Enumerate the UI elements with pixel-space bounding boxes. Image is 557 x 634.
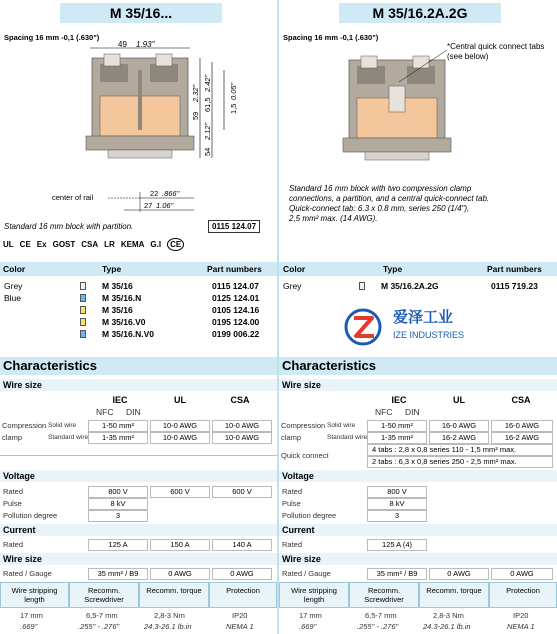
c-rated-ul: 150 A (150, 539, 210, 551)
row-type: M 35/16.N (102, 293, 142, 303)
type-row (0, 292, 277, 304)
caption-line: Standard 16 mm block with two compression clamp (289, 184, 472, 193)
type-row (0, 304, 277, 316)
row-type: M 35/16.2A.2G (381, 281, 439, 291)
certification-marks (3, 238, 184, 251)
type-table-header-2 (279, 262, 557, 276)
dim-h1: 59 (191, 111, 200, 120)
color-chip-icon (80, 330, 86, 338)
wire-size-2-heading-2: Wire size (279, 553, 557, 565)
voltage-heading: Voltage (0, 470, 277, 482)
ft-strip-in-2: .669" (299, 622, 317, 631)
ws-solid-iec-2: 1-50 mm² (367, 420, 427, 432)
terminal-block-drawing-2 (279, 40, 557, 180)
ft-torque-lbin-2: 24.3-26.1 lb.in (423, 622, 471, 631)
din-subheader-2: DIN (405, 407, 420, 417)
stranded-wire-label-2: Standard wire (327, 434, 368, 441)
current-heading: Current (0, 524, 277, 536)
characteristics-heading: Characteristics (0, 357, 277, 375)
ws-solid-iec: 1-50 mm² (88, 420, 148, 432)
ft-header-screwdriver-2: Recomm. Screwdriver (349, 582, 419, 608)
dim-rail-22-in: .866" (162, 189, 180, 198)
v-rated-csa: 600 V (212, 486, 272, 498)
row-type: M 35/16.V0 (102, 317, 146, 327)
csa-header: CSA (230, 395, 250, 405)
ft-header-strip-2: Wire stripping length (279, 582, 349, 608)
row-color: Grey (4, 281, 23, 291)
rated-label-2: Rated (282, 487, 303, 496)
ft-header-protection-2: Protection (489, 582, 557, 608)
ft-header-torque-2: Recomm. torque (419, 582, 489, 608)
csa-mark-icon: CSA (81, 240, 99, 249)
header-part-numbers: Part numbers (207, 264, 262, 274)
dim-side-in: 0.05" (229, 82, 238, 100)
header-type-2: Type (383, 264, 403, 274)
ul-mark-icon: UL (3, 240, 14, 249)
ft-strip-mm-2: 17 mm (299, 611, 322, 620)
type-row (0, 328, 277, 340)
color-chip-icon (359, 282, 365, 290)
current-rated-label-2: Rated (282, 540, 303, 549)
ex-mark-icon: Ex (36, 240, 47, 249)
wg-csa-2: 0 AWG (491, 568, 553, 580)
quick-connect-250: 2 tabs : 6,3 x 0,8 series 250 - 2,5 mm² max. (367, 456, 553, 468)
terminal-block-drawing (0, 40, 278, 215)
header-color: Color (3, 264, 26, 274)
solid-wire-label-2: Solid wire (327, 422, 356, 429)
ft-header-protection: Protection (209, 582, 277, 608)
ws-strand-iec: 1-35 mm² (88, 432, 148, 444)
spacing-note-2: Spacing 16 mm -0,1 (.630") (283, 33, 379, 42)
color-chip-icon (80, 318, 86, 326)
color-chip-icon (80, 282, 86, 290)
ws-strand-csa-2: 16-2 AWG (491, 432, 553, 444)
quick-connect-label: Quick connect (281, 451, 329, 460)
v-pulse: 8 kV (88, 498, 148, 510)
dim-rail-22: 22 (150, 189, 159, 198)
dim-h2-in: 2.42" (203, 74, 212, 92)
row-part-number: 0115 124.07 (212, 281, 259, 291)
row-color: Grey (283, 281, 302, 291)
compression-label: Compression (2, 421, 47, 430)
rated-label: Rated (3, 487, 24, 496)
central-tabs-note: *Central quick connect tabs (see below) (447, 42, 545, 61)
ws-strand-ul: 10-0 AWG (150, 432, 210, 444)
type-row (0, 316, 277, 328)
pulse-label-2: Pulse (282, 499, 301, 508)
ws-strand-iec-2: 1-35 mm² (367, 432, 427, 444)
brand-chinese: 爱泽工业 (393, 309, 454, 326)
dim-top-width: 49 (118, 40, 127, 49)
ul-header: UL (174, 395, 186, 405)
drawing-caption: Standard 16 mm block with partition. (4, 222, 134, 231)
wire-size-heading-2: Wire size (279, 379, 557, 391)
c-rated-iec-2: 125 A (4) (367, 539, 427, 551)
caption-line: Quick-connect tab: 6.3 x 0.8 mm, series 250 (1/4"), (289, 204, 470, 213)
c-rated-iec: 125 A (88, 539, 148, 551)
row-part-number: 0125 124.01 (212, 293, 260, 303)
v-pollution: 3 (88, 510, 148, 522)
ws-solid-ul-2: 16-0 AWG (429, 420, 489, 432)
pulse-label: Pulse (3, 499, 22, 508)
nfc-subheader: NFC (96, 407, 114, 417)
row-type: M 35/16 (102, 281, 133, 291)
dim-rail-27: 27 (144, 201, 153, 210)
wg-ul-2: 0 AWG (429, 568, 489, 580)
nfc-subheader-2: NFC (375, 407, 393, 417)
quick-connect-110: 4 tabs : 2,8 x 0,8 series 110 - 1,5 mm² max. (367, 444, 553, 456)
ce-circle-icon: CE (167, 238, 184, 251)
wire-size-2-heading: Wire size (0, 553, 277, 565)
dim-h3: 54 (203, 147, 212, 156)
color-chip-icon (80, 294, 86, 302)
wg-iec: 35 mm² / B9 (88, 568, 148, 580)
wire-size-heading: Wire size (0, 379, 277, 391)
ws-solid-ul: 10-0 AWG (150, 420, 210, 432)
caption-part-number: 0115 124.07 (208, 220, 260, 233)
dim-h2: 61,5 (203, 97, 212, 112)
lr-mark-icon: LR (104, 240, 115, 249)
wg-ul: 0 AWG (150, 568, 210, 580)
c-rated-csa: 140 A (212, 539, 272, 551)
type-table-header (0, 262, 277, 276)
brand-english: IZE INDUSTRIES (393, 330, 465, 340)
ft-protection-nema: NEMA 1 (226, 622, 254, 631)
solid-wire-label: Solid wire (48, 422, 77, 429)
spacing-note: Spacing 16 mm -0,1 (.630") (4, 33, 100, 42)
iec-header: IEC (112, 395, 128, 405)
compression-label-2: Compression (281, 421, 326, 430)
product-title: M 35/16... (60, 3, 222, 23)
row-part-number: 0115 719.23 (491, 281, 538, 291)
clamp-label: clamp (2, 433, 23, 442)
pollution-label-2: Pollution degree (282, 511, 337, 520)
ul-header-2: UL (453, 395, 465, 405)
ft-screwdriver-mm-2: 6,5-7 mm (365, 611, 397, 620)
kema-mark-icon: KEMA (120, 240, 145, 249)
ft-torque-nm-2: 2,8-3 Nm (433, 611, 464, 620)
v-pulse-2: 8 kV (367, 498, 427, 510)
dim-h3-in: 2.12" (203, 122, 212, 140)
ft-screwdriver-in-2: .255" - .276" (357, 622, 399, 631)
iec-header-2: IEC (391, 395, 407, 405)
ft-header-screwdriver: Recomm. Screwdriver (69, 582, 139, 608)
wg-iec-2: 35 mm² / B9 (367, 568, 427, 580)
ft-torque-lbin: 24.3-26.1 lb.in (144, 622, 192, 631)
voltage-heading-2: Voltage (279, 470, 557, 482)
row-color: Blue (4, 293, 22, 303)
dim-rail-27-in: 1.06" (156, 201, 174, 210)
ft-screwdriver-in: .255" - .276" (78, 622, 120, 631)
color-chip-icon (80, 306, 86, 314)
wg-csa: 0 AWG (212, 568, 272, 580)
ft-strip-in: .669" (20, 622, 38, 631)
header-type: Type (102, 264, 122, 274)
rated-gauge-label: Rated / Gauge (3, 569, 52, 578)
rated-gauge-label-2: Rated / Gauge (282, 569, 331, 578)
characteristics-heading-2: Characteristics (279, 357, 557, 375)
ce-mark-icon: CE (19, 240, 31, 249)
v-rated-iec-2: 800 V (367, 486, 427, 498)
csa-header-2: CSA (511, 395, 531, 405)
ft-header-strip: Wire stripping length (0, 582, 69, 608)
current-heading-2: Current (279, 524, 557, 536)
ft-protection-nema-2: NEMA 1 (507, 622, 535, 631)
caption-line: connections, a partition, and a central quick-connect tab. (289, 194, 490, 203)
ft-protection-ip-2: IP20 (513, 611, 529, 620)
row-type: M 35/16.N.V0 (102, 329, 154, 339)
dim-top-width-in: 1.93" (136, 40, 155, 49)
dim-h1-in: 2.32" (191, 84, 200, 102)
rail-label: center of rail (52, 193, 94, 202)
ws-strand-csa: 10-0 AWG (212, 432, 272, 444)
header-part-numbers-2: Part numbers (487, 264, 542, 274)
type-row (0, 280, 277, 292)
ws-solid-csa-2: 16-0 AWG (491, 420, 553, 432)
ft-screwdriver-mm: 6,5-7 mm (86, 611, 118, 620)
row-part-number: 0199 006.22 (212, 329, 260, 339)
ize-logo-icon (340, 308, 386, 346)
product-title-2: M 35/16.2A.2G (339, 3, 501, 23)
v-rated-ul: 600 V (150, 486, 210, 498)
v-pollution-2: 3 (367, 510, 427, 522)
v-rated-iec: 800 V (88, 486, 148, 498)
row-type: M 35/16 (102, 305, 133, 315)
ft-header-torque: Recomm. torque (139, 582, 209, 608)
header-color-2: Color (283, 264, 306, 274)
gi-mark-icon: G.I (150, 240, 162, 249)
clamp-label-2: clamp (281, 433, 302, 442)
stranded-wire-label: Standard wire (48, 434, 89, 441)
ft-protection-ip: IP20 (232, 611, 248, 620)
ws-strand-ul-2: 16-2 AWG (429, 432, 489, 444)
current-rated-label: Rated (3, 540, 24, 549)
row-part-number: 0195 124.00 (212, 317, 260, 327)
left-column (0, 0, 278, 634)
right-column (279, 0, 557, 634)
caption-line: 2,5 mm² max. (14 AWG). (289, 214, 378, 223)
ws-solid-csa: 10-0 AWG (212, 420, 272, 432)
pollution-label: Pollution degree (3, 511, 58, 520)
gost-mark-icon: GOST (52, 240, 76, 249)
type-row (279, 280, 556, 292)
ft-strip-mm: 17 mm (20, 611, 43, 620)
row-part-number: 0105 124.16 (212, 305, 260, 315)
din-subheader: DIN (126, 407, 141, 417)
ft-torque-nm: 2,8-3 Nm (154, 611, 185, 620)
dim-side: 1,5 (229, 103, 238, 114)
